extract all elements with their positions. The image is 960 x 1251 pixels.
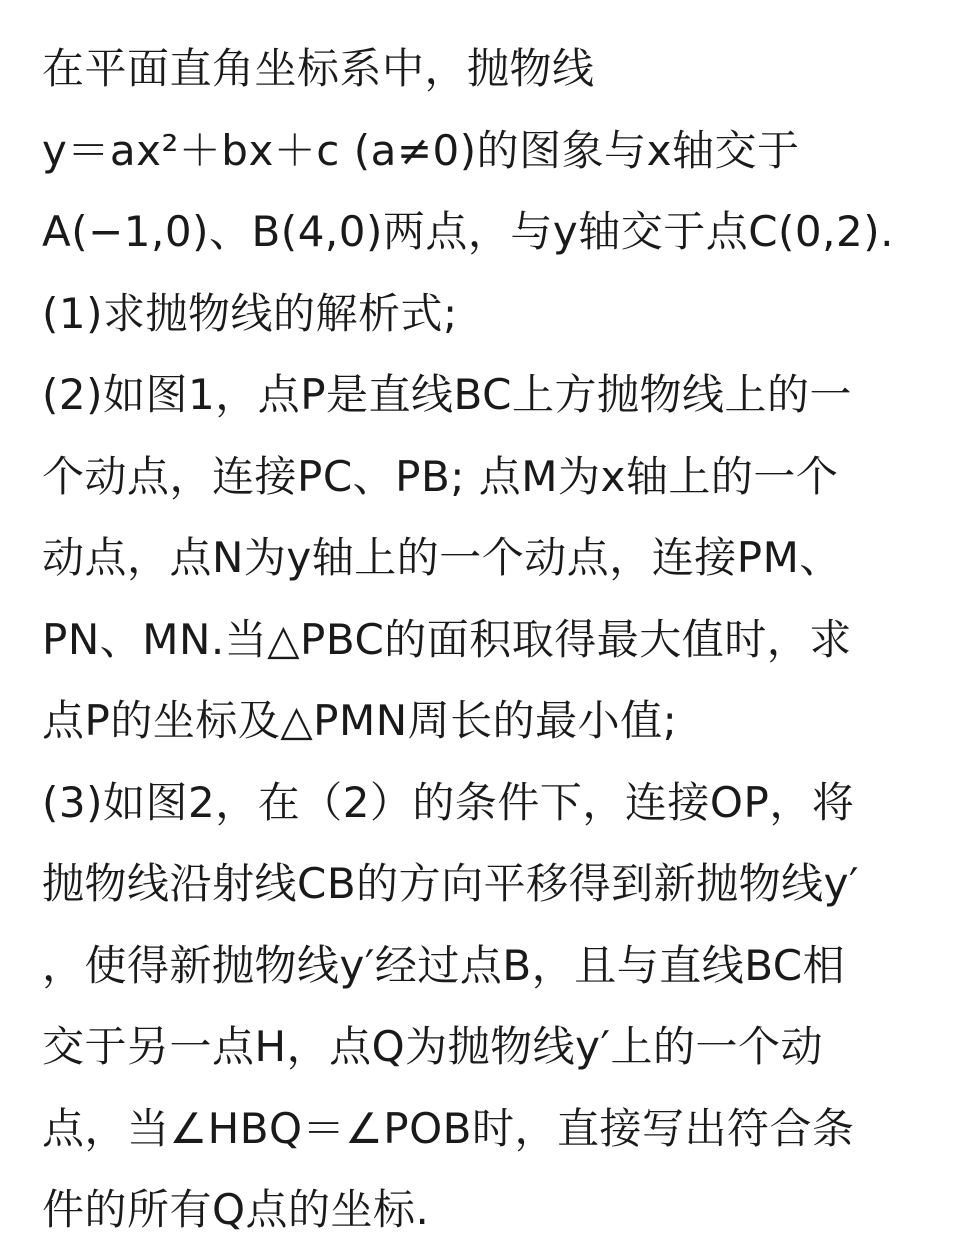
problem-line-11: 抛物线沿射线CB的方向平移得到新抛物线y′: [42, 859, 860, 908]
problem-line-5: (2)如图1，点P是直线BC上方抛物线上的一: [42, 370, 852, 419]
problem-line-7: 动点，点N为y轴上的一个动点，连接PM、: [42, 533, 842, 582]
problem-line-4: (1)求抛物线的解析式;: [42, 288, 458, 338]
problem-line-13: 交于另一点H，点Q为抛物线y′上的一个动: [42, 1022, 824, 1071]
problem-line-9: 点P的坐标及△PMN周长的最小值;: [42, 696, 678, 745]
problem-text: [42, 28, 922, 1251]
problem-line-15: 件的所有Q点的坐标.: [42, 1185, 430, 1234]
problem-line-6: 个动点，连接PC、PB; 点M为x轴上的一个: [42, 451, 839, 501]
problem-line-14: 点，当∠HBQ＝∠POB时，直接写出符合条: [42, 1103, 855, 1153]
problem-line-12: ，使得新抛物线y′经过点B，且与直线BC相: [42, 940, 846, 990]
problem-line-3: A(−1,0)、B(4,0)两点，与y轴交于点C(0,2).: [42, 207, 894, 256]
problem-line-2: y＝ax²＋bx＋c (a≠0)的图象与x轴交于: [42, 125, 800, 175]
problem-line-1: 在平面直角坐标系中，抛物线: [42, 44, 595, 93]
problem-line-8: PN、MN.当△PBC的面积取得最大值时，求: [42, 614, 852, 664]
problem-line-10: (3)如图2，在（2）的条件下，连接OP，将: [42, 777, 855, 827]
